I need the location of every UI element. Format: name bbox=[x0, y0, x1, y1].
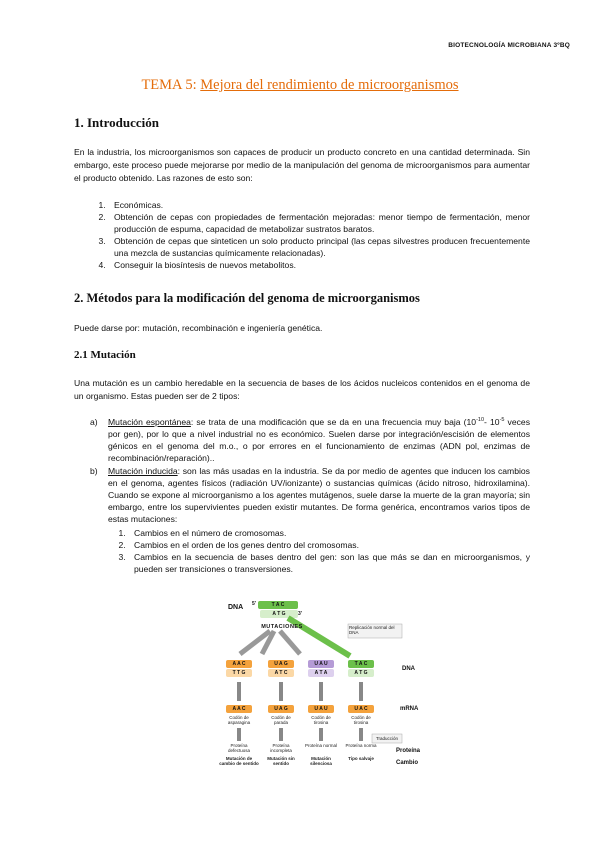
section-2-heading: 2. Métodos para la modificación del genoma de microorganismos bbox=[74, 291, 420, 305]
col-2-dna1: U A G bbox=[274, 661, 288, 667]
term-espontanea: Mutación espontánea bbox=[108, 417, 191, 427]
reasons-list bbox=[74, 199, 530, 271]
list-item: 3. Cambios en la secuencia de bases dentro del gen: son las que más se dan en microorganismos, y pueden ser transiciones o transversiones. bbox=[128, 551, 530, 575]
list-item: 1. Económicas. bbox=[108, 199, 530, 211]
top-seq-1: T A C bbox=[271, 602, 285, 608]
proteina-side-label: Proteína bbox=[396, 748, 421, 754]
mutation-arrow-3 bbox=[280, 631, 300, 654]
five-prime: 5' bbox=[252, 601, 256, 607]
mutation-diagram bbox=[219, 598, 422, 768]
running-header: BIOTECNOLOGÍA MICROBIANA 3ºBQ bbox=[448, 42, 570, 49]
page-title bbox=[0, 77, 600, 94]
col-3-codon: Codón de tirosina bbox=[311, 715, 331, 725]
section-2-1-paragraph: Una mutación es un cambio heredable en la secuencia de bases de los ácidos nucleicos contenidos en el genoma de un organismo. Estas pueden ser de 2 tipos: bbox=[74, 378, 530, 401]
col-4-change: Tipo salvaje bbox=[348, 756, 374, 761]
col-3-protein: Proteína normal bbox=[304, 743, 338, 748]
top-seq-2: A T G bbox=[272, 611, 286, 617]
col-2-mrna: U A G bbox=[274, 706, 288, 712]
list-item: 4. Conseguir la biosíntesis de nuevos metabolitos. bbox=[108, 259, 530, 271]
traduccion-label: Traducción bbox=[375, 736, 399, 741]
col-2-protein: Proteína incompleta bbox=[270, 743, 292, 753]
list-item: 2. Obtención de cepas con propiedades de fermentación mejoradas: menor tiempo de fermentación, menor producción de espuma, capacidad de metabolizar sustratos baratos. bbox=[108, 211, 530, 235]
list-item: 1. Cambios en el número de cromosomas. bbox=[128, 527, 530, 539]
col-1-dna2: T T G bbox=[232, 670, 246, 676]
list-item: 2. Cambios en el orden de los genes dentro del cromosomas. bbox=[128, 539, 530, 551]
col-4-protein: Proteína norma bbox=[345, 743, 377, 748]
section-1-paragraph: En la industria, los microorganismos son capaces de producir un producto concreto en una cantidad determinada. Sin embargo, este proceso puede mejorarse por medio de la manipulación del genoma de microorganismos para aumentar el producto obtenido. Las razones de esto son: bbox=[74, 147, 530, 183]
col-3-mrna: U A U bbox=[314, 706, 328, 712]
replicacion-label: Replicación normal del DNA bbox=[349, 625, 395, 635]
section-2-1-heading: 2.1 Mutación bbox=[74, 349, 136, 361]
col-3-dna1: U A U bbox=[314, 661, 328, 667]
title-prefix: TEMA 5: bbox=[141, 77, 197, 93]
col-4-codon: Codón de tirosina bbox=[351, 715, 371, 725]
mrna-side-label: mRNA bbox=[400, 706, 419, 712]
cambio-side-label: Cambio bbox=[396, 760, 419, 766]
term-inducida: Mutación inducida bbox=[108, 466, 178, 476]
col-4-mrna: U A C bbox=[354, 706, 368, 712]
dna-side-label: DNA bbox=[402, 666, 415, 672]
col-2-change: Mutación sin sentido bbox=[267, 756, 295, 766]
section-2-paragraph: Puede darse por: mutación, recombinación e ingeniería genética. bbox=[74, 323, 323, 333]
mutation-type-a: a) Mutación espontánea: se trata de una modificación que se da en una frecuencia muy baja ($10^{-10}-$ $10^{-5}$ veces por gen), por lo que a nivel industrial no es económico. Suelen darse por integración/escisión de elementos génicos en el genoma del m.o., o por errores en el funcionamiento de enzimas (ADN pol, enzimas de recombinación/reparación).. bbox=[90, 417, 531, 463]
col-1-codon: Codón de asparagina bbox=[227, 715, 251, 725]
col-2-codon: Codón de parada bbox=[271, 715, 291, 725]
title-main: Mejora del rendimiento de microorganismos bbox=[200, 77, 459, 93]
col-3-change: Mutación silenciosa bbox=[310, 756, 332, 766]
mutation-types-list bbox=[90, 416, 530, 575]
col-4-dna2: A T G bbox=[354, 670, 368, 676]
col-4-dna1: T A C bbox=[354, 661, 368, 667]
col-3-dna2: A T A bbox=[314, 670, 328, 676]
dna-label: DNA bbox=[228, 604, 244, 611]
col-2-dna2: A T C bbox=[274, 670, 288, 676]
list-item: 3. Obtención de cepas que sinteticen un solo producto principal (las cepas silvestres producen frecuentemente una mezcla de sustancias químicamente relacionadas). bbox=[108, 235, 530, 259]
col-1-protein: Proteína defectuosa bbox=[227, 743, 251, 753]
col-1-mrna: A A C bbox=[232, 706, 246, 712]
col-1-change: Mutación de cambio de sentido bbox=[219, 756, 259, 766]
mutation-type-b: b) Mutación inducida: son las más usadas en la industria. Se da por medio de agentes que inducen los cambios en el genoma, agentes físicos (radiación UV/ionizante) o sustancias químicas (ácido nitroso, hidroxilamina). Cuando se expone al microorganismo a los agentes mutágenos, suele darse la muerte de la gran mayoría; sin embargo, entre los supervivientes pueden existir mutantes. De forma genérica, encontramos varios tipos de estas mutaciones: bbox=[90, 466, 530, 524]
section-1-heading: 1. Introducción bbox=[74, 115, 159, 130]
mutation-subtypes-list bbox=[90, 527, 530, 575]
col-1-dna1: A A C bbox=[232, 661, 246, 667]
mutaciones-label: MUTACIONES bbox=[261, 624, 303, 630]
three-prime: 3' bbox=[298, 611, 302, 617]
